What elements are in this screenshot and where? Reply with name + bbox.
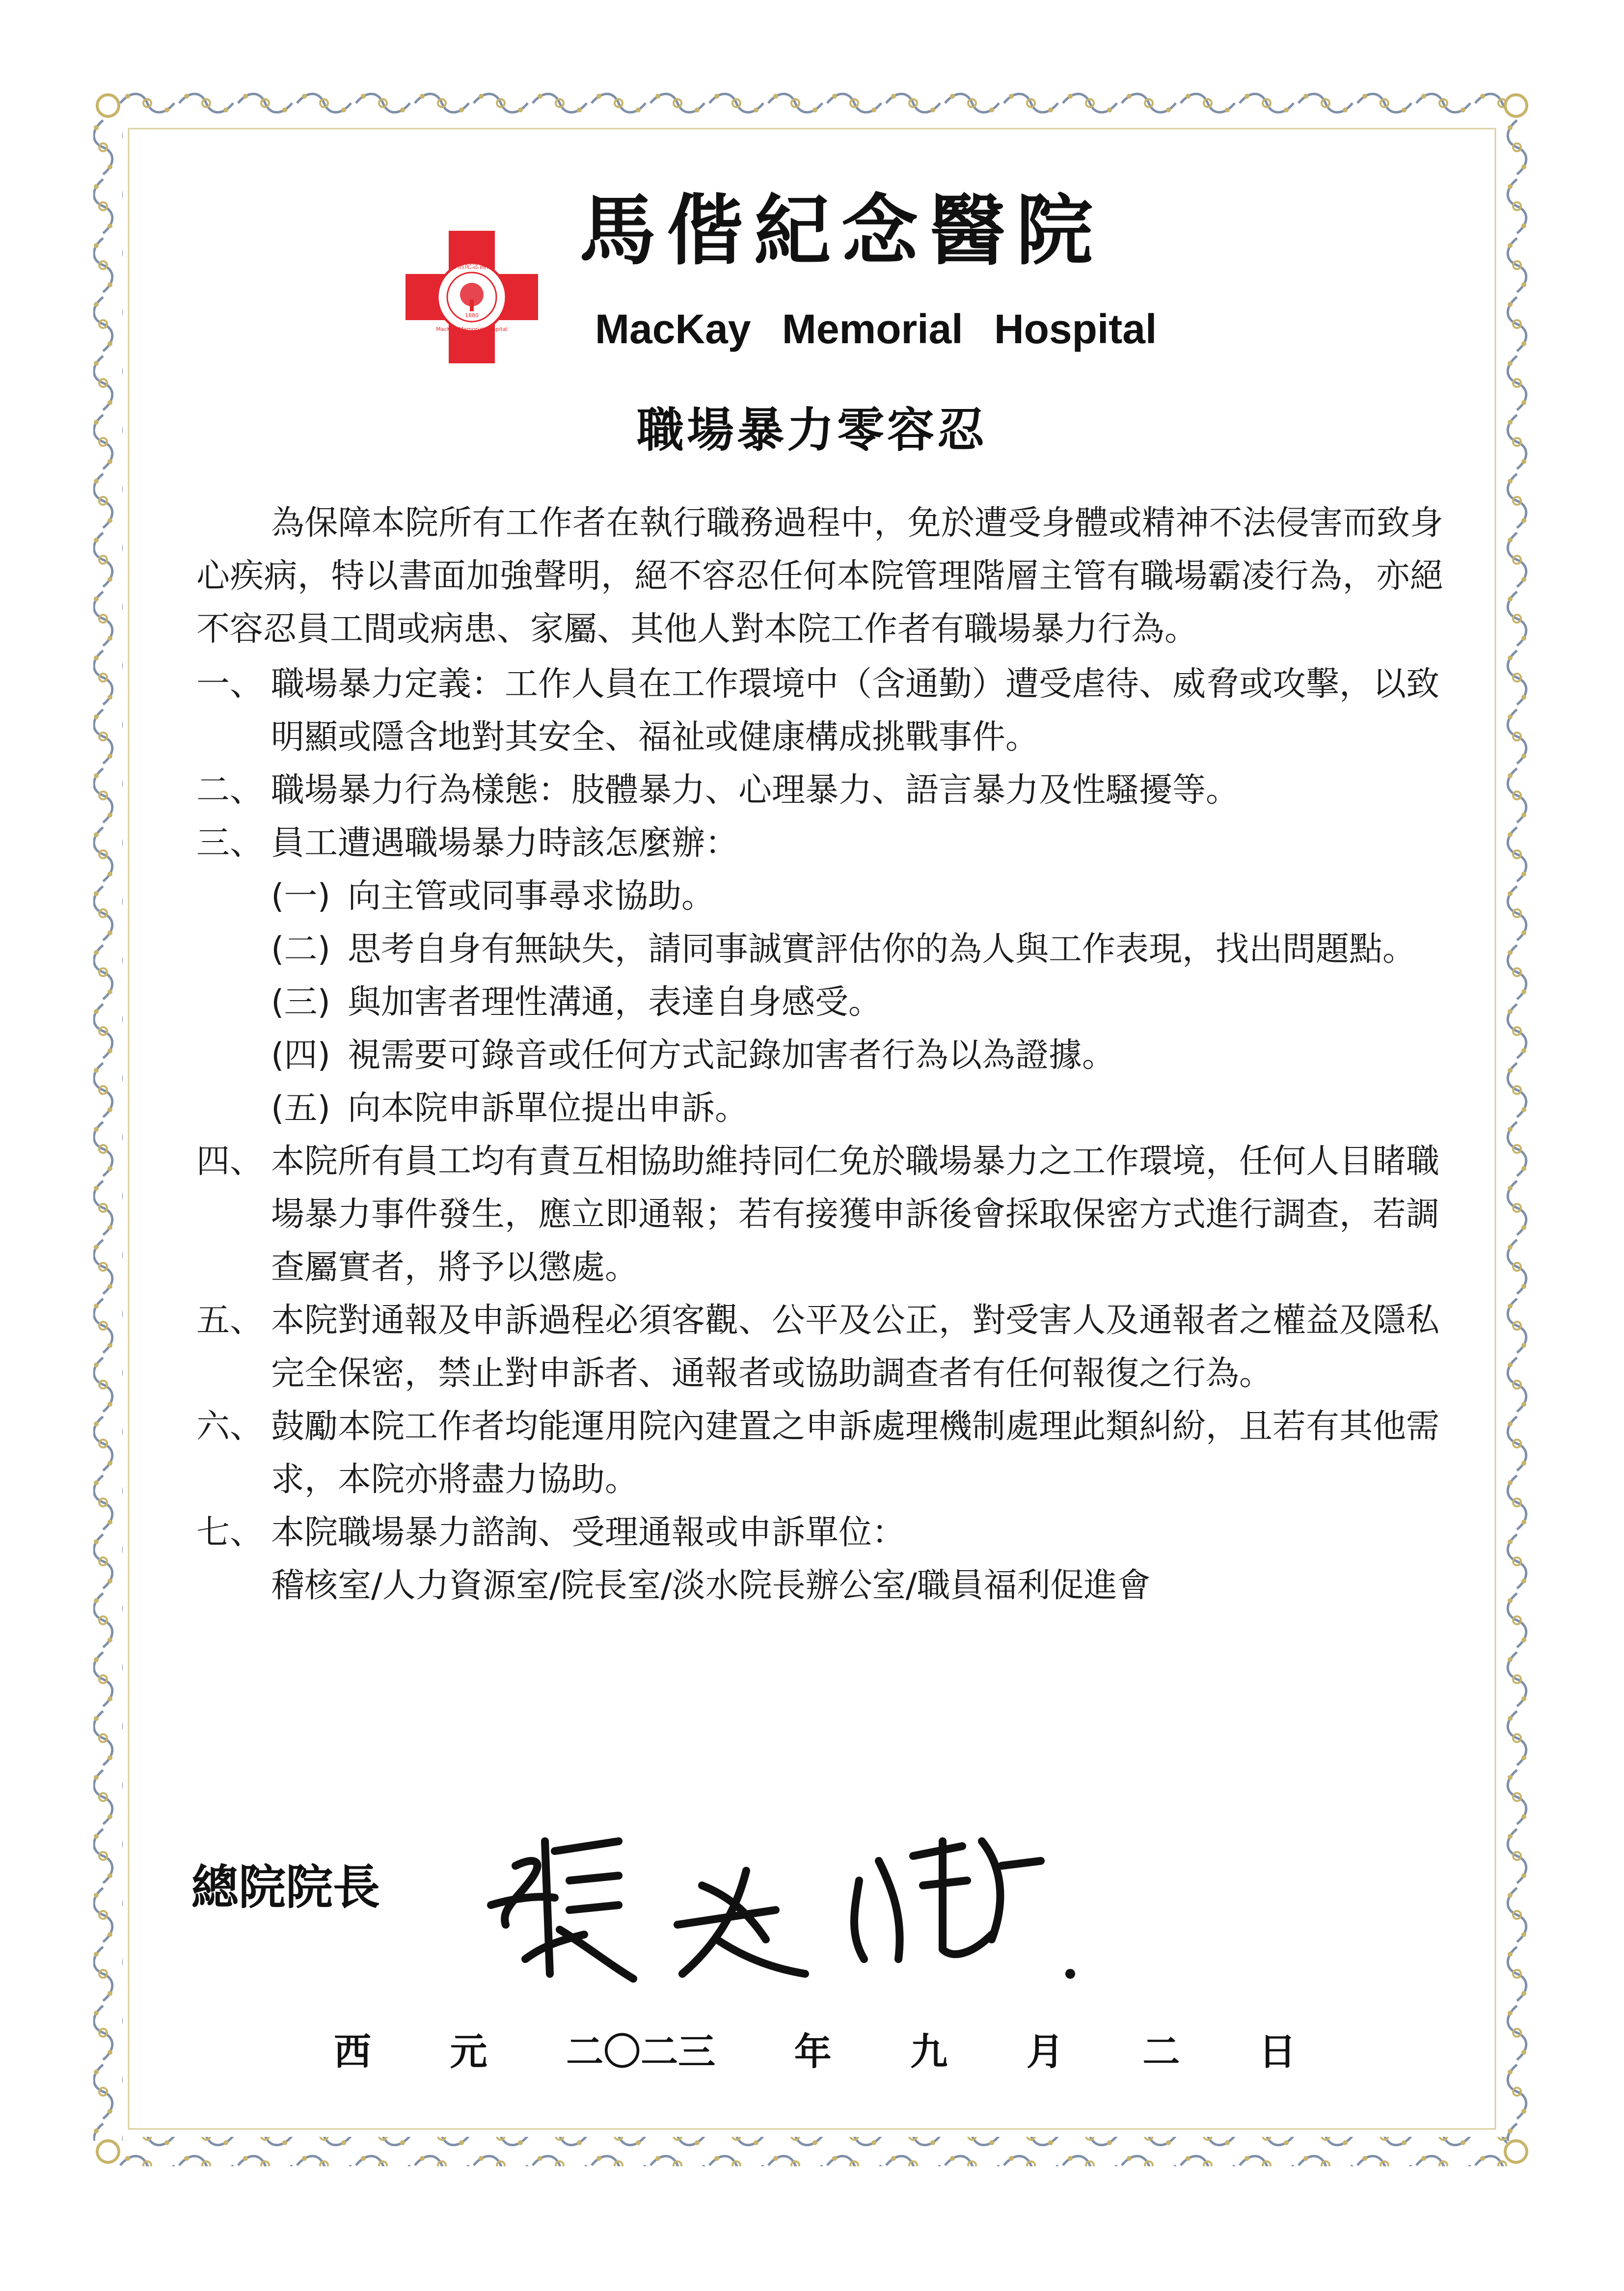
sub-item-text: 視需要可錄音或任何方式記錄加害者行為以為證據。 (348, 1036, 1116, 1075)
sub-item-text: 思考自身有無缺失，請同事誠實評估你的為人與工作表現，找出問題點。 (348, 930, 1416, 969)
list-item (196, 1506, 1443, 1559)
sub-item-number: (四) (271, 1036, 331, 1075)
list-item (196, 817, 1443, 870)
item-text: 本院職場暴力諮詢、受理通報或申訴單位： (271, 1513, 906, 1552)
item-number: 一、 (196, 665, 264, 704)
sub-item-text: 向本院申訴單位提出申訴。 (348, 1089, 749, 1128)
item-text: 本院對通報及申訴過程必須客觀、公平及公正，對受害人及通報者之權益及隱私完全保密，禁止對申訴者、通報者或協助調查者有任何報復之行為。 (271, 1301, 1440, 1393)
sub-item-number: (二) (271, 930, 331, 969)
item-text: 職場暴力行為樣態：肢體暴力、心理暴力、語言暴力及性騷擾等。 (271, 771, 1240, 810)
document-body (196, 497, 1443, 1612)
hospital-name-en: MacKay Memorial Hospital (595, 306, 1157, 352)
date-part: 月 (1026, 2030, 1064, 2073)
sub-list-item (271, 1082, 1443, 1135)
hospital-logo (406, 231, 538, 363)
sub-item-number: (五) (271, 1089, 331, 1128)
list-item (196, 1135, 1443, 1294)
item-text: 鼓勵本院工作者均能運用院內建置之申訴處理機制處理此類糾紛，且若有其他需求，本院亦將盡力協助。 (271, 1407, 1440, 1499)
date-part: 二 (1142, 2030, 1180, 2073)
document-title: 職場暴力零容忍 (637, 403, 987, 458)
item-number: 六、 (196, 1407, 264, 1446)
logo-seal-year: 1880 (465, 312, 479, 319)
item-number: 二、 (196, 771, 264, 810)
sub-list-item (271, 870, 1443, 923)
signature-name: 張文瀚 (476, 1991, 482, 1994)
list-item (196, 764, 1443, 817)
item-number: 四、 (196, 1142, 264, 1181)
sub-list-item (271, 923, 1443, 976)
date-part: 元 (450, 2030, 487, 2073)
sub-list-item (271, 1029, 1443, 1082)
logo-seal-text-en: MacKay Memorial Hospital (436, 326, 508, 332)
complaint-units: 稽核室/人力資源室/院長室/淡水院長辦公室/職員福利促進會 (271, 1566, 1151, 1605)
sub-list-item (271, 976, 1443, 1029)
sub-item-text: 與加害者理性溝通，表達自身感受。 (348, 983, 882, 1022)
sub-item-number: (三) (271, 983, 331, 1022)
list-item (196, 1400, 1443, 1506)
document-date (334, 2022, 1296, 2075)
item-text: 職場暴力定義：工作人員在工作環境中（含通勤）遭受虐待、威脅或攻擊，以致明顯或隱含地對其安全、福祉或健康構成挑戰事件。 (271, 665, 1440, 757)
date-part: 二〇二三 (566, 2030, 716, 2073)
date-part: 西 (334, 2030, 371, 2073)
logo-seal-text-zh: 馬偕紀念醫院 (449, 261, 494, 270)
item-text: 本院所有員工均有責互相協助維持同仁免於職場暴力之工作環境，任何人目睹職場暴力事件發生，應立即通報；若有接獲申訴後會採取保密方式進行調查，若調查屬實者，將予以懲處。 (271, 1142, 1440, 1287)
date-part: 日 (1258, 2030, 1296, 2073)
date-part: 九 (910, 2030, 948, 2073)
hospital-name-zh: 馬偕紀念醫院 (579, 186, 1104, 275)
list-item (196, 1294, 1443, 1400)
intro-paragraph: 為保障本院所有工作者在執行職務過程中，免於遭受身體或精神不法侵害而致身心疾病，特以書面加強聲明，絕不容忍任何本院管理階層主管有職場霸凌行為，亦絕不容忍員工間或病患、家屬、其他人對本院工作者有職場暴力行為。 (196, 504, 1443, 649)
list-item (196, 658, 1443, 764)
item-number: 七、 (196, 1513, 264, 1552)
item-number: 五、 (196, 1301, 264, 1340)
item-number: 三、 (196, 824, 264, 863)
sub-item-number: (一) (271, 877, 331, 916)
date-part: 年 (794, 2030, 832, 2073)
sub-item-text: 向主管或同事尋求協助。 (348, 877, 715, 916)
signatory-title: 總院院長 (191, 1860, 380, 1915)
handwritten-signature (471, 1812, 1110, 1998)
item-text: 員工遭遇職場暴力時該怎麼辦： (271, 824, 739, 863)
